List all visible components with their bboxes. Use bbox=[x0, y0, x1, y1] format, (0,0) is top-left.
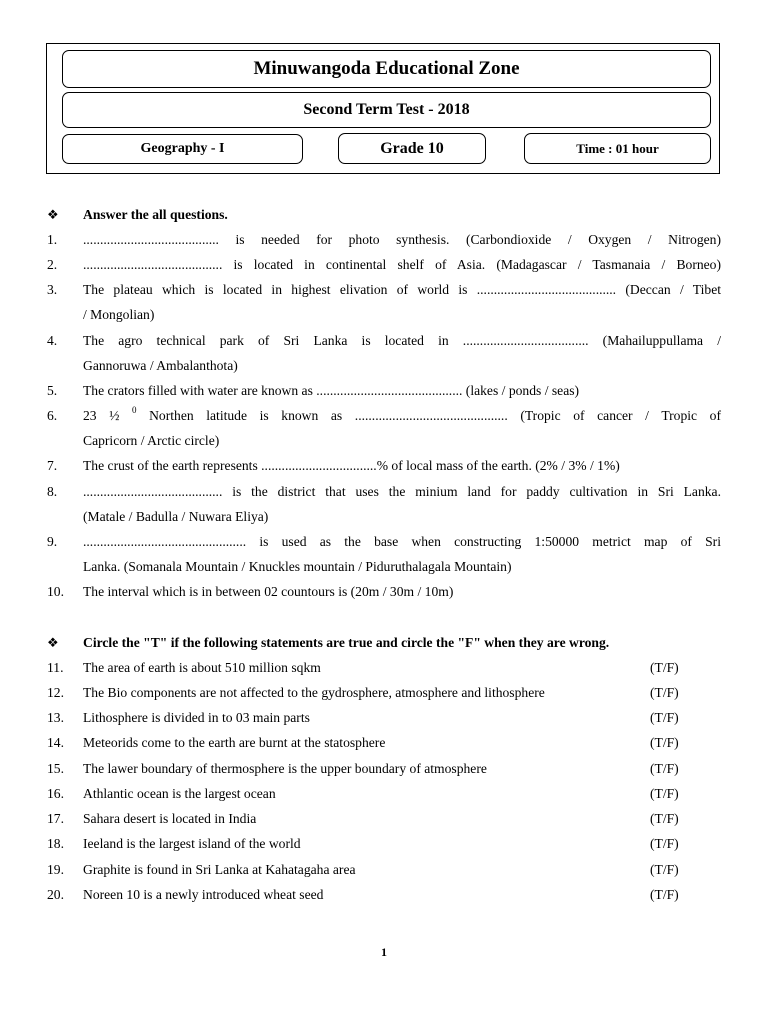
statement-text: Lithosphere is divided in to 03 main parts bbox=[83, 710, 310, 725]
statement-number: 14. bbox=[47, 735, 64, 750]
question-number: 10. bbox=[47, 584, 64, 599]
true-false-option[interactable]: (T/F) bbox=[650, 836, 679, 851]
question-2 bbox=[0, 252, 768, 277]
question-number: 6. bbox=[47, 408, 58, 423]
question-text-continued: Gannoruwa / Ambalanthota) bbox=[83, 358, 238, 373]
question-number: 8. bbox=[47, 484, 58, 499]
section1-heading-row bbox=[0, 202, 768, 227]
true-false-option[interactable]: (T/F) bbox=[650, 811, 679, 826]
statement-18 bbox=[0, 831, 768, 856]
question-text: ......................................... is located in continental shelf of Asia. (Madagascar / Tasmanaia / Borneo) bbox=[83, 257, 721, 272]
statement-15 bbox=[0, 756, 768, 781]
page-number: 1 bbox=[381, 945, 387, 959]
question-9-continued bbox=[0, 554, 768, 579]
true-false-option[interactable]: (T/F) bbox=[650, 862, 679, 877]
zone-title: Minuwangoda Educational Zone bbox=[62, 50, 711, 88]
statement-text: Meteorids come to the earth are burnt at the statosphere bbox=[83, 735, 386, 750]
question-5 bbox=[0, 378, 768, 403]
statement-text: Graphite is found in Sri Lanka at Kahatagaha area bbox=[83, 862, 356, 877]
grade-label: Grade 10 bbox=[338, 133, 486, 164]
statement-number: 13. bbox=[47, 710, 64, 725]
true-false-option[interactable]: (T/F) bbox=[650, 735, 679, 750]
section2-heading: Circle the "T" if the following statements are true and circle the "F" when they are wrong. bbox=[83, 635, 610, 650]
statement-number: 19. bbox=[47, 862, 64, 877]
statement-number: 16. bbox=[47, 786, 64, 801]
question-6 bbox=[0, 403, 768, 428]
statement-16 bbox=[0, 781, 768, 806]
statement-number: 15. bbox=[47, 761, 64, 776]
question-text-continued: Capricorn / Arctic circle) bbox=[83, 433, 220, 448]
statement-19 bbox=[0, 857, 768, 882]
question-7 bbox=[0, 453, 768, 478]
statement-text: Ieeland is the largest island of the world bbox=[83, 836, 301, 851]
statement-11 bbox=[0, 655, 768, 680]
question-text: The interval which is in between 02 countours is (20m / 30m / 10m) bbox=[83, 584, 454, 599]
true-false-option[interactable]: (T/F) bbox=[650, 761, 679, 776]
question-text: 23 ½ $^0$ Northen latitude is known as ............................................. (Tropic of cancer / Tropic of bbox=[83, 405, 721, 423]
true-false-option[interactable]: (T/F) bbox=[650, 660, 679, 675]
question-text: The agro technical park of Sri Lanka is located in ..................................... (Mahailuppullama / bbox=[83, 333, 721, 348]
question-text-continued: Lanka. (Somanala Mountain / Knuckles mountain / Piduruthalagala Mountain) bbox=[83, 559, 512, 574]
question-4-continued bbox=[0, 353, 768, 378]
question-8-continued bbox=[0, 504, 768, 529]
true-false-option[interactable]: (T/F) bbox=[650, 786, 679, 801]
question-6-continued bbox=[0, 428, 768, 453]
subject-label: Geography - I bbox=[62, 134, 303, 164]
statement-20 bbox=[0, 882, 768, 907]
question-number: 3. bbox=[47, 282, 58, 297]
question-text-continued: (Matale / Badulla / Nuwara Eliya) bbox=[83, 509, 269, 524]
statement-14 bbox=[0, 730, 768, 755]
degree-superscript: 0 bbox=[132, 405, 137, 415]
diamond-bullet-icon: ❖ bbox=[47, 207, 59, 222]
statement-17 bbox=[0, 806, 768, 831]
statement-text: The area of earth is about 510 million sqkm bbox=[83, 660, 321, 675]
test-title: Second Term Test - 2018 bbox=[62, 92, 711, 128]
statement-text: The Bio components are not affected to the gydrosphere, atmosphere and lithosphere bbox=[83, 685, 545, 700]
question-number: 5. bbox=[47, 383, 58, 398]
statement-text: Noreen 10 is a newly introduced wheat seed bbox=[83, 887, 324, 902]
question-text: The crust of the earth represents ..................................% of local mass of the earth. (2% / 3% / 1%) bbox=[83, 458, 620, 473]
diamond-bullet-icon: ❖ bbox=[47, 635, 59, 650]
true-false-option[interactable]: (T/F) bbox=[650, 710, 679, 725]
time-label: Time : 01 hour bbox=[524, 133, 711, 164]
section1-heading: Answer the all questions. bbox=[83, 207, 228, 222]
statement-number: 11. bbox=[47, 660, 64, 675]
section2-heading-row bbox=[0, 630, 768, 655]
question-number: 2. bbox=[47, 257, 58, 272]
question-10 bbox=[0, 579, 768, 604]
question-1 bbox=[0, 227, 768, 252]
question-text: The crators filled with water are known as ........................................... (lakes / ponds / seas) bbox=[83, 383, 580, 398]
question-8 bbox=[0, 479, 768, 504]
question-3-continued bbox=[0, 302, 768, 327]
question-3 bbox=[0, 277, 768, 302]
statement-number: 12. bbox=[47, 685, 64, 700]
statement-number: 17. bbox=[47, 811, 64, 826]
question-number: 7. bbox=[47, 458, 58, 473]
question-text: ........................................ is needed for photo synthesis. (Carbondioxide / Oxygen / Nitrogen) bbox=[83, 232, 721, 247]
statement-text: The lawer boundary of thermosphere is the upper boundary of atmosphere bbox=[83, 761, 487, 776]
question-text: ......................................... is the district that uses the minium land for paddy cultivation in Sri Lanka. bbox=[83, 484, 721, 499]
question-text-continued: / Mongolian) bbox=[83, 307, 155, 322]
statement-text: Sahara desert is located in India bbox=[83, 811, 257, 826]
question-number: 4. bbox=[47, 333, 58, 348]
true-false-option[interactable]: (T/F) bbox=[650, 685, 679, 700]
statement-number: 20. bbox=[47, 887, 64, 902]
true-false-option[interactable]: (T/F) bbox=[650, 887, 679, 902]
question-number: 1. bbox=[47, 232, 58, 247]
question-9 bbox=[0, 529, 768, 554]
statement-text: Athlantic ocean is the largest ocean bbox=[83, 786, 276, 801]
statement-12 bbox=[0, 680, 768, 705]
question-number: 9. bbox=[47, 534, 58, 549]
statement-number: 18. bbox=[47, 836, 64, 851]
question-text: The plateau which is located in highest elivation of world is ......................................... (Deccan / Tibet bbox=[83, 282, 721, 297]
question-text: ................................................ is used as the base when constructing 1:50000 metrict map of Sri bbox=[83, 534, 721, 549]
question-4 bbox=[0, 328, 768, 353]
statement-13 bbox=[0, 705, 768, 730]
